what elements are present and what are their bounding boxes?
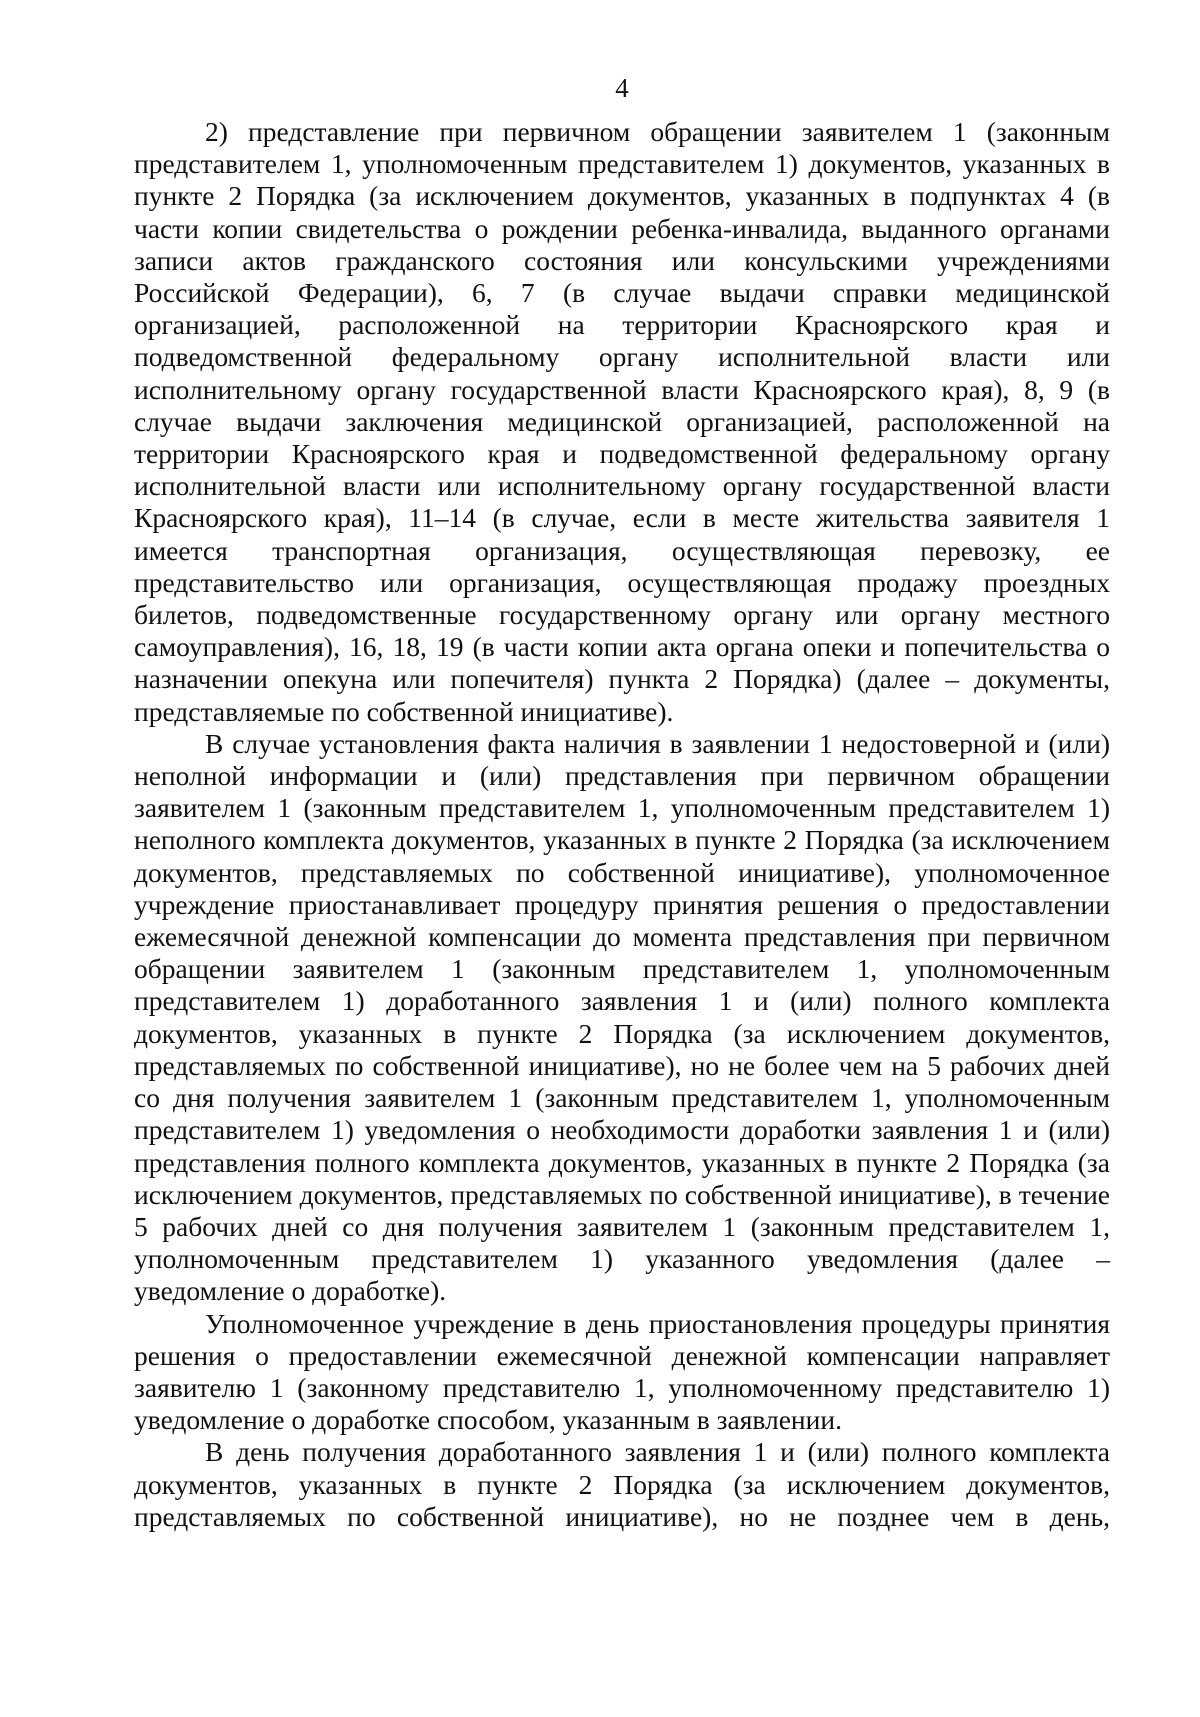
paragraph-suspension: В случае установления факта наличия в заявлении 1 недостоверной и (или) неполной информации и (или) представления при первичном обращении заявителем 1 (законным представителем 1, уполномоченным представителем 1) неполного комплекта документов, указанных в пункте 2 Порядка (за исключением документов, представляемых по собственной инициативе), уполномоченное учреждение приостанавливает процедуру принятия решения о предоставлении ежемесячной денежной компенсации до момента представления при первичном обращении заявителем 1 (законным представителем 1, уполномоченным представителем 1) доработанного заявления 1 и (или) полного комплекта документов, указанных в пункте 2 Порядка (за исключением документов, представляемых по собственной инициативе), но не более чем на 5 рабочих дней со дня получения заявителем 1 (законным представителем 1, уполномоченным представителем 1) уведомления о необходимости доработки заявления 1 и (или) представления полного комплекта документов, указанных в пункте 2 Порядка (за исключением документов, представляемых по собственной инициативе), в течение 5 рабочих дней со дня получения заявителем 1 (законным представителем 1, уполномоченным представителем 1) указанного уведомления (далее – уведомление о доработке).: [134, 727, 1110, 1307]
document-body: [134, 116, 1110, 1533]
paragraph-receipt-continued: В день получения доработанного заявления 1 и (или) полного комплекта документов, указанных в пункте 2 Порядка (за исключением документов, представляемых по собственной инициативе), но не позднее чем в день,: [134, 1436, 1110, 1532]
paragraph-notification: Уполномоченное учреждение в день приостановления процедуры принятия решения о предоставлении ежемесячной денежной компенсации направляет заявителю 1 (законному представителю 1, уполномоченному представителю 1) уведомление о доработке способом, указанным в заявлении.: [134, 1307, 1110, 1436]
paragraph-item-2: 2) представление при первичном обращении заявителем 1 (законным представителем 1, уполномоченным представителем 1) документов, указанных в пункте 2 Порядка (за исключением документов, указанных в подпунктах 4 (в части копии свидетельства о рождении ребенка-инвалида, выданного органами записи актов гражданского состояния или консульскими учреждениями Российской Федерации), 6, 7 (в случае выдачи справки медицинской организацией, расположенной на территории Красноярского края и подведомственной федеральному органу исполнительной власти или исполнительному органу государственной власти Красноярского края), 8, 9 (в случае выдачи заключения медицинской организацией, расположенной на территории Красноярского края и подведомственной федеральному органу исполнительной власти или исполнительному органу государственной власти Красноярского края), 11–14 (в случае, если в месте жительства заявителя 1 имеется транспортная организация, осуществляющая перевозку, ее представительство или организация, осуществляющая продажу проездных билетов, подведомственные государственному органу или органу местного самоуправления), 16, 18, 19 (в части копии акта органа опеки и попечительства о назначении опекуна или попечителя) пункта 2 Порядка) (далее – документы, представляемые по собственной инициативе).: [134, 116, 1110, 727]
page-number: 4: [615, 73, 629, 103]
